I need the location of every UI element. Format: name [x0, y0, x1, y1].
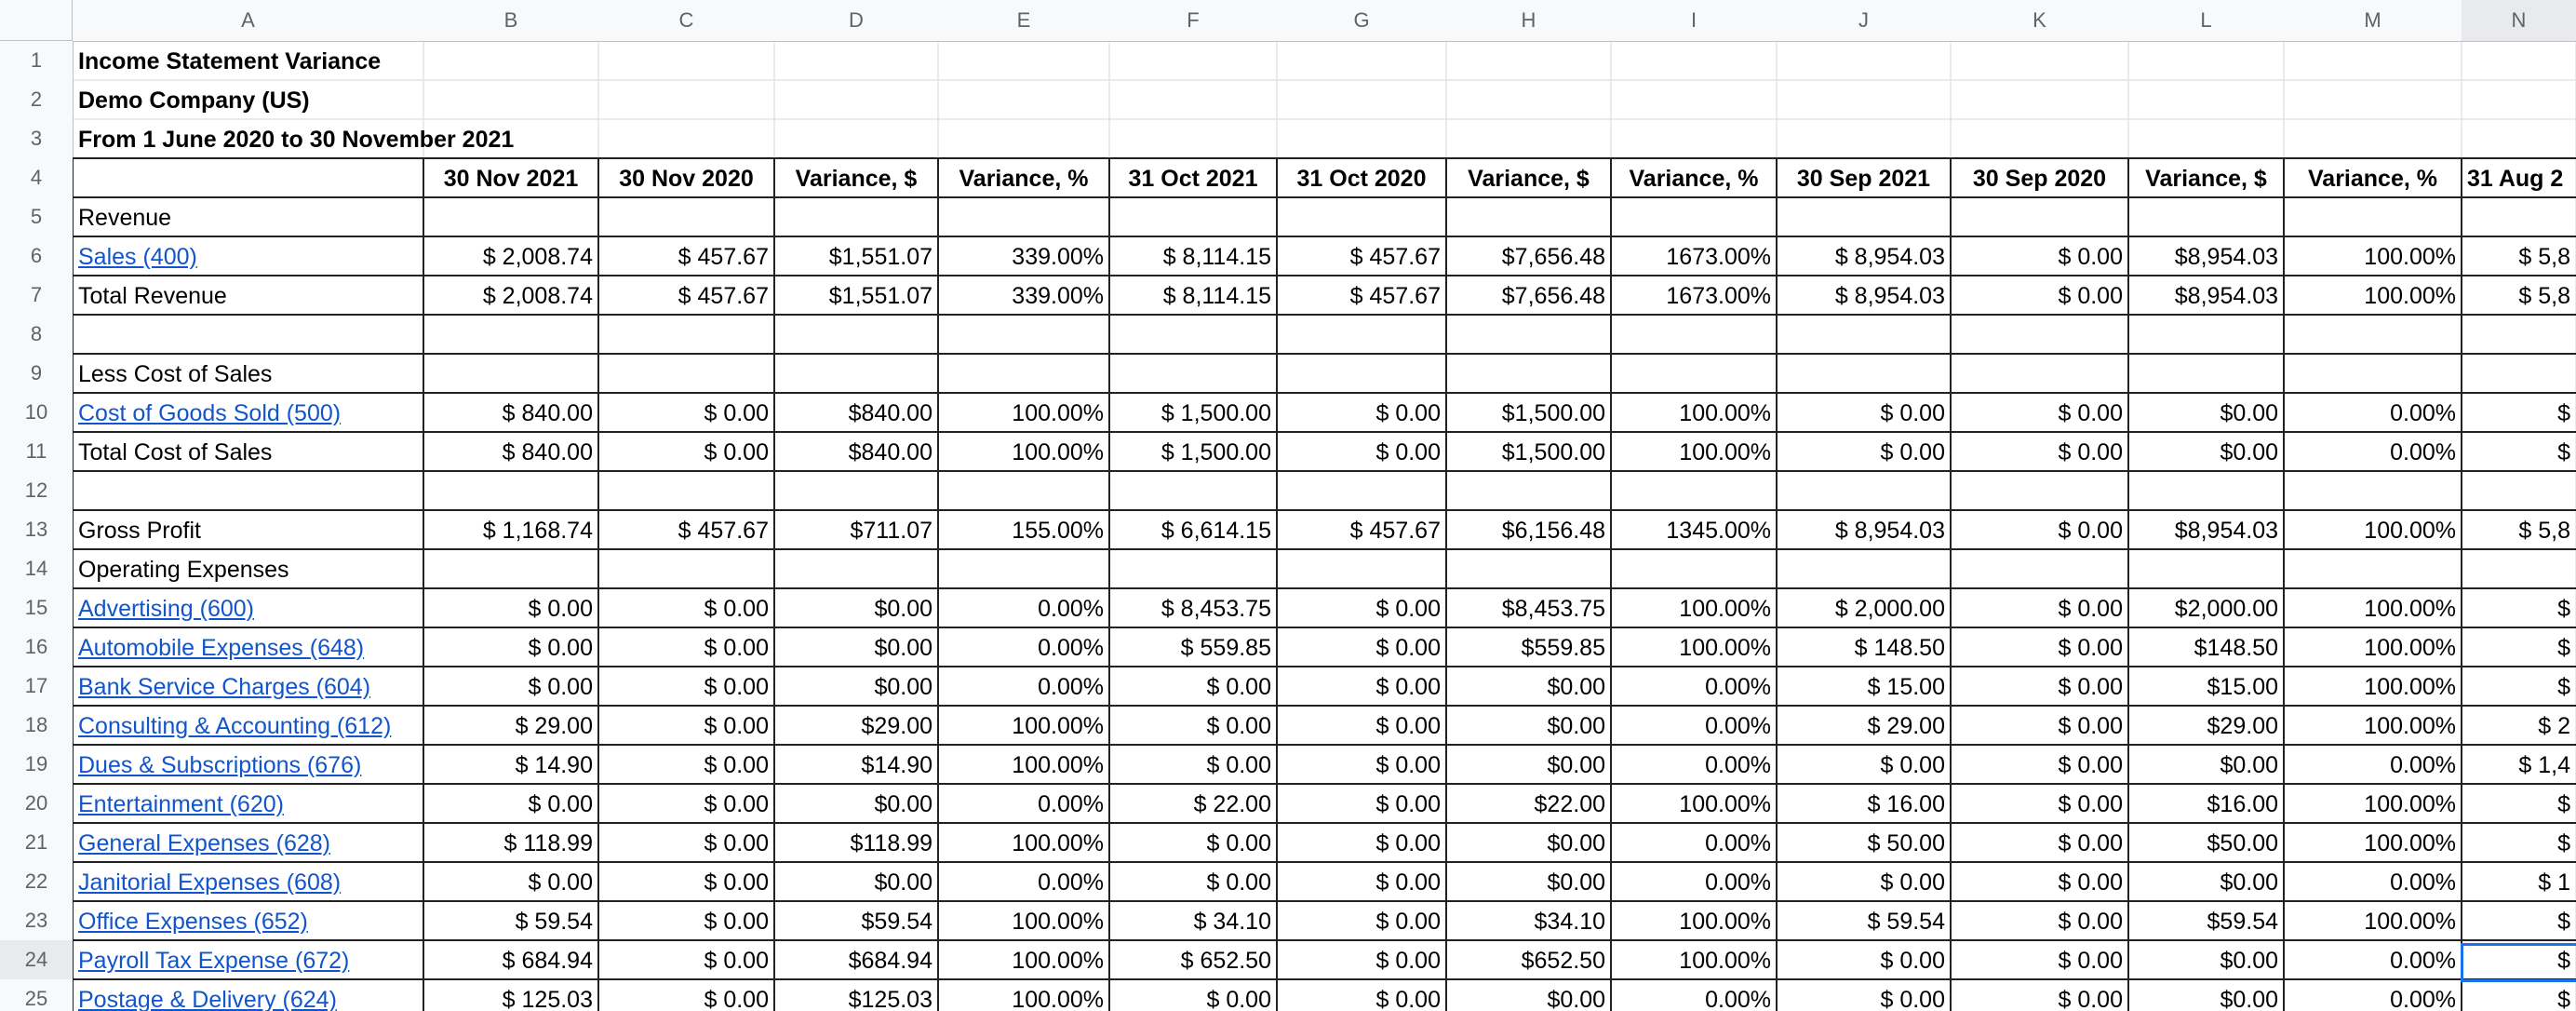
value-cell[interactable]: $0.00: [2220, 987, 2278, 1011]
value-cell[interactable]: $ 1,500.00: [1161, 400, 1271, 426]
value-cell[interactable]: $ 8,114.15: [1162, 244, 1271, 270]
value-cell[interactable]: $ 0.00: [528, 596, 593, 622]
value-cell[interactable]: $2,000.00: [2174, 596, 2278, 622]
value-cell[interactable]: $: [2557, 635, 2570, 661]
value-cell[interactable]: $ 1: [2538, 869, 2570, 896]
value-cell[interactable]: $ 0.00: [704, 635, 769, 661]
column-header-a[interactable]: A: [73, 0, 423, 41]
value-cell[interactable]: $0.00: [874, 596, 932, 622]
value-cell[interactable]: 100.00%: [1012, 439, 1104, 465]
value-cell[interactable]: $ 0.00: [2058, 439, 2123, 465]
row-header-25[interactable]: 25: [0, 979, 73, 1011]
value-cell[interactable]: $559.85: [1521, 635, 1605, 661]
value-cell[interactable]: $ 0.00: [528, 791, 593, 817]
value-cell[interactable]: 100.00%: [1679, 948, 1771, 974]
value-cell[interactable]: $ 0.00: [2058, 713, 2123, 739]
account-link[interactable]: Dues & Subscriptions (676): [78, 752, 362, 778]
value-cell[interactable]: $ 0.00: [2058, 909, 2123, 935]
value-cell[interactable]: 100.00%: [2364, 713, 2456, 739]
value-cell[interactable]: 100.00%: [1012, 830, 1104, 856]
value-cell[interactable]: $: [2557, 439, 2570, 465]
account-link[interactable]: Payroll Tax Expense (672): [78, 948, 350, 974]
value-cell[interactable]: $1,500.00: [1501, 400, 1605, 426]
value-cell[interactable]: $8,954.03: [2174, 283, 2278, 309]
value-cell[interactable]: $0.00: [874, 674, 932, 700]
value-cell[interactable]: $: [2557, 674, 2570, 700]
column-header-j[interactable]: J: [1777, 0, 1951, 41]
value-cell[interactable]: $148.50: [2194, 635, 2278, 661]
value-cell[interactable]: $ 0.00: [528, 869, 593, 896]
value-cell[interactable]: $ 29.00: [1867, 713, 1945, 739]
value-cell[interactable]: $ 2: [2538, 713, 2570, 739]
column-header-d[interactable]: D: [774, 0, 938, 41]
account-link[interactable]: Bank Service Charges (604): [78, 674, 371, 700]
value-cell[interactable]: 0.00%: [1038, 674, 1104, 700]
value-cell[interactable]: 1673.00%: [1666, 244, 1771, 270]
value-cell[interactable]: $0.00: [874, 791, 932, 817]
row-header-5[interactable]: 5: [0, 197, 73, 236]
value-cell[interactable]: 0.00%: [1705, 869, 1771, 896]
label-cell: Income Statement Variance: [78, 48, 382, 74]
account-link[interactable]: Consulting & Accounting (612): [78, 713, 392, 739]
label-cell: Operating Expenses: [78, 557, 289, 583]
value-cell[interactable]: $118.99: [850, 830, 932, 856]
value-cell[interactable]: 100.00%: [1012, 713, 1104, 739]
period-header-cell[interactable]: 30 Nov 2021: [443, 166, 579, 192]
value-cell[interactable]: $684.94: [848, 948, 932, 974]
value-cell[interactable]: $ 457.67: [1349, 244, 1441, 270]
account-link[interactable]: Janitorial Expenses (608): [78, 869, 342, 896]
value-cell[interactable]: $ 50.00: [1867, 830, 1945, 856]
value-cell[interactable]: $ 457.67: [678, 518, 769, 544]
value-cell[interactable]: 0.00%: [1038, 869, 1104, 896]
value-cell[interactable]: $ 0.00: [2058, 283, 2123, 309]
row-header-12[interactable]: 12: [0, 471, 73, 510]
value-cell[interactable]: $ 457.67: [678, 283, 769, 309]
value-cell[interactable]: $ 0.00: [704, 948, 769, 974]
value-cell[interactable]: $ 34.10: [1193, 909, 1271, 935]
period-header-cell[interactable]: 31 Aug 2: [2467, 166, 2564, 192]
value-cell[interactable]: $8,954.03: [2174, 518, 2278, 544]
label-cell: Gross Profit: [78, 518, 201, 544]
row-header-13[interactable]: 13: [0, 510, 73, 549]
value-cell[interactable]: $ 1,4: [2518, 752, 2570, 778]
value-cell[interactable]: $ 0.00: [704, 752, 769, 778]
value-cell[interactable]: $ 0.00: [704, 909, 769, 935]
value-cell[interactable]: $ 1,168.74: [482, 518, 593, 544]
value-cell[interactable]: $1,551.07: [828, 283, 932, 309]
value-cell[interactable]: $ 0.00: [2058, 596, 2123, 622]
value-cell[interactable]: $0.00: [2220, 400, 2278, 426]
value-cell[interactable]: $22.00: [1534, 791, 1605, 817]
value-cell[interactable]: $ 0.00: [1375, 830, 1441, 856]
value-cell[interactable]: $ 457.67: [1349, 518, 1441, 544]
value-cell[interactable]: $ 0.00: [704, 869, 769, 896]
value-cell[interactable]: $0.00: [1547, 674, 1605, 700]
row-header-7[interactable]: 7: [0, 276, 73, 315]
value-cell[interactable]: 0.00%: [2390, 439, 2456, 465]
row-header-11[interactable]: 11: [0, 432, 73, 471]
value-cell[interactable]: $ 59.54: [515, 909, 593, 935]
value-cell[interactable]: $840.00: [848, 400, 932, 426]
account-link[interactable]: Automobile Expenses (648): [78, 635, 365, 661]
value-cell[interactable]: 100.00%: [1012, 752, 1104, 778]
label-cell: From 1 June 2020 to 30 November 2021: [78, 127, 515, 153]
value-cell[interactable]: $8,954.03: [2174, 244, 2278, 270]
account-link[interactable]: Postage & Delivery (624): [78, 987, 337, 1011]
value-cell[interactable]: 100.00%: [1679, 400, 1771, 426]
value-cell[interactable]: $ 652.50: [1180, 948, 1271, 974]
value-cell[interactable]: $ 22.00: [1193, 791, 1271, 817]
value-cell[interactable]: $1,500.00: [1501, 439, 1605, 465]
value-cell[interactable]: 100.00%: [1012, 948, 1104, 974]
value-cell[interactable]: 0.00%: [1038, 596, 1104, 622]
selected-cell-outline: [2461, 943, 2576, 982]
value-cell[interactable]: 0.00%: [1038, 635, 1104, 661]
value-cell[interactable]: $ 0.00: [1206, 713, 1271, 739]
row-header-22[interactable]: 22: [0, 862, 73, 901]
value-cell[interactable]: $0.00: [1547, 987, 1605, 1011]
row-header-17[interactable]: 17: [0, 667, 73, 706]
value-cell[interactable]: $29.00: [861, 713, 932, 739]
value-cell[interactable]: $ 15.00: [1867, 674, 1945, 700]
value-cell[interactable]: $ 0.00: [704, 400, 769, 426]
value-cell[interactable]: 100.00%: [1679, 635, 1771, 661]
account-link[interactable]: Advertising (600): [78, 596, 254, 622]
value-cell[interactable]: $711.07: [850, 518, 932, 544]
value-cell[interactable]: $ 1,500.00: [1161, 439, 1271, 465]
value-cell[interactable]: $ 684.94: [502, 948, 593, 974]
value-cell[interactable]: $ 0.00: [2058, 244, 2123, 270]
value-cell[interactable]: $ 0.00: [704, 713, 769, 739]
value-cell[interactable]: $0.00: [1547, 869, 1605, 896]
value-cell[interactable]: $ 0.00: [1880, 869, 1945, 896]
value-cell[interactable]: $ 0.00: [704, 596, 769, 622]
value-cell[interactable]: $: [2557, 948, 2570, 974]
account-link[interactable]: Office Expenses (652): [78, 909, 308, 935]
value-cell[interactable]: $0.00: [2220, 869, 2278, 896]
value-cell[interactable]: 100.00%: [2364, 518, 2456, 544]
value-cell[interactable]: $ 125.03: [502, 987, 593, 1011]
column-header-m[interactable]: M: [2284, 0, 2462, 41]
value-cell[interactable]: 100.00%: [2364, 244, 2456, 270]
column-header-g[interactable]: G: [1277, 0, 1446, 41]
value-cell[interactable]: $ 0.00: [1206, 830, 1271, 856]
value-cell[interactable]: $: [2557, 596, 2570, 622]
value-cell[interactable]: $7,656.48: [1501, 283, 1605, 309]
column-header-f[interactable]: F: [1109, 0, 1277, 41]
value-cell[interactable]: 0.00%: [2390, 987, 2456, 1011]
value-cell[interactable]: $ 8,954.03: [1834, 244, 1945, 270]
value-cell[interactable]: 155.00%: [1012, 518, 1104, 544]
value-cell[interactable]: $0.00: [874, 869, 932, 896]
value-cell[interactable]: 100.00%: [2364, 674, 2456, 700]
select-all-corner[interactable]: [0, 0, 73, 41]
value-cell[interactable]: $ 2,008.74: [482, 283, 593, 309]
value-cell[interactable]: $ 8,954.03: [1834, 518, 1945, 544]
value-cell[interactable]: $ 14.90: [515, 752, 593, 778]
value-cell[interactable]: $0.00: [2220, 948, 2278, 974]
value-cell[interactable]: $ 0.00: [1880, 439, 1945, 465]
value-cell[interactable]: 100.00%: [1012, 400, 1104, 426]
value-cell[interactable]: $ 0.00: [1375, 439, 1441, 465]
value-cell[interactable]: $ 8,954.03: [1834, 283, 1945, 309]
value-cell[interactable]: 100.00%: [2364, 830, 2456, 856]
value-cell[interactable]: $ 0.00: [2058, 752, 2123, 778]
column-header-c[interactable]: C: [598, 0, 774, 41]
label-cell: Total Cost of Sales: [78, 439, 273, 465]
value-cell[interactable]: $ 118.99: [503, 830, 593, 856]
value-cell[interactable]: 100.00%: [1012, 987, 1104, 1011]
value-cell[interactable]: $ 0.00: [1375, 400, 1441, 426]
column-header-l[interactable]: L: [2128, 0, 2284, 41]
row-header-23[interactable]: 23: [0, 901, 73, 940]
period-header-cell[interactable]: Variance, $: [2145, 166, 2267, 192]
row-header-24[interactable]: 24: [0, 940, 73, 979]
period-header-cell[interactable]: 30 Sep 2020: [1972, 166, 2107, 192]
row-header-20[interactable]: 20: [0, 784, 73, 823]
row-header-15[interactable]: 15: [0, 588, 73, 627]
value-cell[interactable]: 0.00%: [1705, 713, 1771, 739]
value-cell[interactable]: $ 0.00: [1206, 869, 1271, 896]
period-header-cell[interactable]: Variance, %: [1629, 166, 1759, 192]
value-cell[interactable]: $ 0.00: [704, 439, 769, 465]
value-cell[interactable]: $840.00: [848, 439, 932, 465]
column-header-b[interactable]: B: [423, 0, 598, 41]
value-cell[interactable]: $ 8,114.15: [1162, 283, 1271, 309]
column-header-n[interactable]: N: [2462, 0, 2576, 41]
value-cell[interactable]: $ 0.00: [1375, 948, 1441, 974]
value-cell[interactable]: $ 0.00: [704, 791, 769, 817]
value-cell[interactable]: 100.00%: [1679, 909, 1771, 935]
value-cell[interactable]: $0.00: [2220, 752, 2278, 778]
value-cell[interactable]: $29.00: [2207, 713, 2278, 739]
value-cell[interactable]: $ 0.00: [1375, 635, 1441, 661]
period-header-cell[interactable]: Variance, $: [1468, 166, 1590, 192]
value-cell[interactable]: 0.00%: [1705, 830, 1771, 856]
label-cell: Less Cost of Sales: [78, 361, 273, 387]
value-cell[interactable]: $ 29.00: [515, 713, 593, 739]
label-cell: Demo Company (US): [78, 88, 310, 114]
value-cell[interactable]: 0.00%: [1705, 752, 1771, 778]
value-cell[interactable]: 100.00%: [2364, 596, 2456, 622]
value-cell[interactable]: $ 840.00: [502, 400, 593, 426]
period-header-cell[interactable]: Variance, %: [2308, 166, 2437, 192]
value-cell[interactable]: $ 2,000.00: [1834, 596, 1945, 622]
value-cell[interactable]: 100.00%: [2364, 283, 2456, 309]
value-cell[interactable]: $: [2557, 909, 2570, 935]
value-cell[interactable]: $15.00: [2207, 674, 2278, 700]
row-header-2[interactable]: 2: [0, 80, 73, 119]
value-cell[interactable]: 339.00%: [1012, 283, 1104, 309]
value-cell[interactable]: $ 0.00: [1880, 948, 1945, 974]
period-header-cell[interactable]: 31 Oct 2021: [1128, 166, 1258, 192]
period-header-cell[interactable]: Variance, $: [795, 166, 918, 192]
value-cell[interactable]: $ 0.00: [2058, 518, 2123, 544]
value-cell[interactable]: $59.54: [861, 909, 932, 935]
value-cell[interactable]: $ 0.00: [1375, 909, 1441, 935]
value-cell[interactable]: $ 559.85: [1180, 635, 1271, 661]
value-cell[interactable]: $7,656.48: [1501, 244, 1605, 270]
value-cell[interactable]: $ 6,614.15: [1161, 518, 1271, 544]
value-cell[interactable]: $ 0.00: [1206, 752, 1271, 778]
value-cell[interactable]: $ 0.00: [704, 830, 769, 856]
value-cell[interactable]: 100.00%: [1679, 791, 1771, 817]
value-cell[interactable]: $ 0.00: [1375, 752, 1441, 778]
row-header-16[interactable]: 16: [0, 627, 73, 667]
value-cell[interactable]: $125.03: [848, 987, 932, 1011]
value-cell[interactable]: $ 0.00: [1880, 752, 1945, 778]
value-cell[interactable]: 0.00%: [1705, 987, 1771, 1011]
value-cell[interactable]: $59.54: [2207, 909, 2278, 935]
value-cell[interactable]: 0.00%: [2390, 869, 2456, 896]
value-cell[interactable]: $ 0.00: [2058, 400, 2123, 426]
value-cell[interactable]: $ 0.00: [2058, 987, 2123, 1011]
value-cell[interactable]: $ 59.54: [1867, 909, 1945, 935]
value-cell[interactable]: $ 5,8: [2518, 518, 2570, 544]
value-cell[interactable]: $ 0.00: [2058, 674, 2123, 700]
row-header-19[interactable]: 19: [0, 745, 73, 784]
value-cell[interactable]: $ 8,453.75: [1161, 596, 1271, 622]
value-cell[interactable]: 1345.00%: [1666, 518, 1771, 544]
account-link[interactable]: Cost of Goods Sold (500): [78, 400, 342, 426]
period-header-cell[interactable]: 30 Nov 2020: [619, 166, 754, 192]
column-header-i[interactable]: I: [1611, 0, 1777, 41]
account-link[interactable]: Entertainment (620): [78, 791, 284, 817]
value-cell[interactable]: $14.90: [861, 752, 932, 778]
account-link[interactable]: General Expenses (628): [78, 830, 330, 856]
label-cell: Revenue: [78, 205, 172, 231]
value-cell[interactable]: $ 0.00: [704, 674, 769, 700]
row-header-10[interactable]: 10: [0, 393, 73, 432]
value-cell[interactable]: $ 16.00: [1867, 791, 1945, 817]
value-cell[interactable]: $0.00: [874, 635, 932, 661]
column-header-k[interactable]: K: [1951, 0, 2128, 41]
value-cell[interactable]: $ 0.00: [704, 987, 769, 1011]
value-cell[interactable]: 100.00%: [2364, 635, 2456, 661]
value-cell[interactable]: $0.00: [1547, 713, 1605, 739]
label-cell: Total Revenue: [78, 283, 227, 309]
value-cell[interactable]: $ 0.00: [1880, 400, 1945, 426]
column-header-h[interactable]: H: [1446, 0, 1611, 41]
value-cell[interactable]: $ 0.00: [2058, 869, 2123, 896]
value-cell[interactable]: $16.00: [2207, 791, 2278, 817]
value-cell[interactable]: 0.00%: [1038, 791, 1104, 817]
value-cell[interactable]: $1,551.07: [828, 244, 932, 270]
value-cell[interactable]: 339.00%: [1012, 244, 1104, 270]
column-header-e[interactable]: E: [938, 0, 1109, 41]
value-cell[interactable]: $50.00: [2207, 830, 2278, 856]
row-header-21[interactable]: 21: [0, 823, 73, 862]
value-cell[interactable]: $: [2557, 400, 2570, 426]
value-cell[interactable]: $ 0.00: [1375, 869, 1441, 896]
value-cell[interactable]: $ 0.00: [2058, 830, 2123, 856]
value-cell[interactable]: 0.00%: [2390, 400, 2456, 426]
value-cell[interactable]: 0.00%: [2390, 752, 2456, 778]
value-cell[interactable]: $ 148.50: [1854, 635, 1945, 661]
period-header-cell[interactable]: 31 Oct 2020: [1296, 166, 1427, 192]
row-header-18[interactable]: 18: [0, 706, 73, 745]
value-cell[interactable]: $ 0.00: [2058, 948, 2123, 974]
row-header-8[interactable]: 8: [0, 315, 73, 354]
value-cell[interactable]: $ 0.00: [1206, 674, 1271, 700]
value-cell[interactable]: 100.00%: [1679, 596, 1771, 622]
value-cell[interactable]: 0.00%: [1705, 674, 1771, 700]
value-cell[interactable]: $ 0.00: [1375, 674, 1441, 700]
value-cell[interactable]: 1673.00%: [1666, 283, 1771, 309]
value-cell[interactable]: 100.00%: [2364, 791, 2456, 817]
value-cell[interactable]: $0.00: [2220, 439, 2278, 465]
value-cell[interactable]: $ 457.67: [678, 244, 769, 270]
value-cell[interactable]: 100.00%: [2364, 909, 2456, 935]
row-header-6[interactable]: 6: [0, 236, 73, 276]
period-header-cell[interactable]: 30 Sep 2021: [1796, 166, 1931, 192]
value-cell[interactable]: $ 0.00: [1880, 987, 1945, 1011]
row-header-1[interactable]: 1: [0, 41, 73, 80]
row-header-14[interactable]: 14: [0, 549, 73, 588]
value-cell[interactable]: $ 5,8: [2518, 283, 2570, 309]
period-header-cell[interactable]: Variance, %: [959, 166, 1089, 192]
value-cell[interactable]: $: [2557, 830, 2570, 856]
value-cell[interactable]: $ 0.00: [1375, 596, 1441, 622]
value-cell[interactable]: $ 0.00: [528, 674, 593, 700]
value-cell[interactable]: $0.00: [1547, 752, 1605, 778]
value-cell[interactable]: $0.00: [1547, 830, 1605, 856]
value-cell[interactable]: $ 0.00: [1206, 987, 1271, 1011]
row-header-9[interactable]: 9: [0, 354, 73, 393]
value-cell[interactable]: $ 5,8: [2518, 244, 2570, 270]
value-cell[interactable]: $ 457.67: [1349, 283, 1441, 309]
value-cell[interactable]: $: [2557, 987, 2570, 1011]
value-cell[interactable]: 100.00%: [1012, 909, 1104, 935]
value-cell[interactable]: $ 0.00: [528, 635, 593, 661]
account-link[interactable]: Sales (400): [78, 244, 197, 270]
value-cell[interactable]: $ 0.00: [2058, 635, 2123, 661]
value-cell[interactable]: $ 0.00: [2058, 791, 2123, 817]
value-cell[interactable]: $ 840.00: [502, 439, 593, 465]
value-cell[interactable]: $652.50: [1521, 948, 1605, 974]
value-cell[interactable]: 0.00%: [2390, 948, 2456, 974]
row-header-4[interactable]: 4: [0, 158, 73, 197]
row-header-3[interactable]: 3: [0, 119, 73, 158]
value-cell[interactable]: $ 0.00: [1375, 791, 1441, 817]
value-cell[interactable]: $8,453.75: [1501, 596, 1605, 622]
value-cell[interactable]: 100.00%: [1679, 439, 1771, 465]
value-cell[interactable]: $6,156.48: [1501, 518, 1605, 544]
value-cell[interactable]: $ 0.00: [1375, 713, 1441, 739]
value-cell[interactable]: $: [2557, 791, 2570, 817]
value-cell[interactable]: $34.10: [1534, 909, 1605, 935]
value-cell[interactable]: $ 0.00: [1375, 987, 1441, 1011]
value-cell[interactable]: $ 2,008.74: [482, 244, 593, 270]
